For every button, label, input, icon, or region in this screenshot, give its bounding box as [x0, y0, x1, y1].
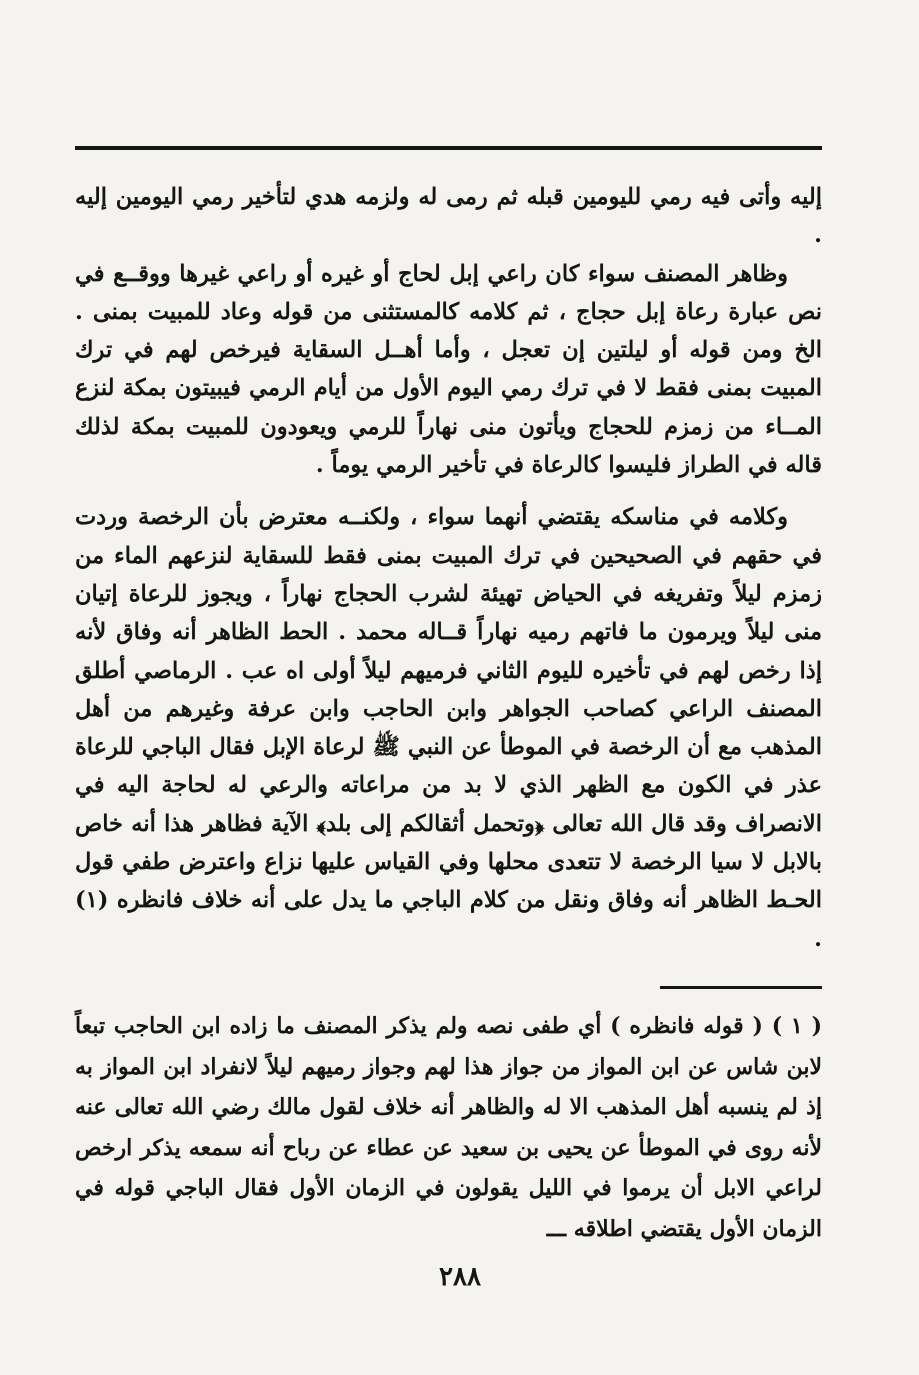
footnote: [75, 1006, 822, 1249]
paragraph-3: وكلامه في مناسكه يقتضي أنهما سواء ، ولكنــه معترض بأن الرخصة وردت في حقهم في الصحيحين في ترك المبيت بمنى فقط للسقاية لنزعهم الماء من زمزم ليلاً وتفريغه في الحياض تهيئة لشرب الحجاج نهاراً ، ويجوز للرعاة إتيان منى ليلاً ويرمون ما فاتهم رميه نهاراً قــاله محمد . الحط الظاهر أنه وفاق لأنه إذا رخص لهم في تأخيره لليوم الثاني فرميهم ليلاً أولى اه عب . الرماصي أطلق المصنف الراعي كصاحب الجواهر وابن الحاجب وابن عرفة وغيرهم من أهل المذهب مع أن الرخصة في الموطأ عن النبي ﷺ لرعاة الإبل فقال الباجي للرعاة عذر في الكون مع الظهر الذي لا بد من مراعاته والرعي له لحاجة اليه في الانصراف وقد قال الله تعالى ﴿وتحمل أثقالكم إلى بلد﴾ الآية فظاهر هذا أنه خاص بالابل لا سيا الرخصة لا تتعدى محلها وفي القياس عليها نزاع واعترض طفي قول الحـط الظاهر أنه وفاق ونقل من كلام الباجي ما يدل على أنه خلاف فانظره (١) .: [75, 504, 822, 952]
header-rule: [75, 146, 822, 150]
paragraph-2: وظاهر المصنف سواء كان راعي إبل لحاج أو غيره أو راعي غيرها ووقــع في نص عبارة رعاة إبل حجاج ، ثم كلامه كالمستثنى من قوله وعاد للمبيت بمنى . الخ ومن قوله أو ليلتين إن تعجل ، وأما أهــل السقاية فيرخص لهم في ترك المبيت بمنى فقط لا في ترك رمي اليوم الأول من أيام الرمي فيبيتون بمكة لنزع المــاء من زمزم للحجاج ويأتون منى نهاراً للرمي ويعودون للمبيت بمكة لذلك قاله في الطراز فليسوا كالرعاة في تأخير الرمي يوماً .: [75, 260, 822, 479]
page-number: ٢٨٨: [439, 1262, 481, 1292]
footnote-text: ( ١ ) ( قوله فانظره ) أي طفى نصه ولم يذكر المصنف ما زاده ابن الحاجب تبعاً لابن شاس عن ابن المواز من جواز هذا لهم وجواز رميهم ليلاً لانفراد ابن المواز به إذ لم ينسبه أهل المذهب الا له والظاهر أنه خلاف لقول مالك رضي الله تعالى عنه لأنه روى في الموطأ عن يحيى بن سعيد عن عطاء عن رباح أنه سمعه يذكر ارخص لراعي الابل أن يرموا في الليل يقولون في الزمان الأول فقال الباجي قوله في الزمان الأول يقتضي اطلاقه ـــ: [75, 1013, 822, 1242]
main-text: [75, 178, 822, 958]
paragraph-1: إليه وأتى فيه رمي لليومين قبله ثم رمى له ولزمه هدي لتأخير رمي اليومين إليه .: [75, 184, 822, 249]
footnote-rule: [660, 986, 822, 989]
